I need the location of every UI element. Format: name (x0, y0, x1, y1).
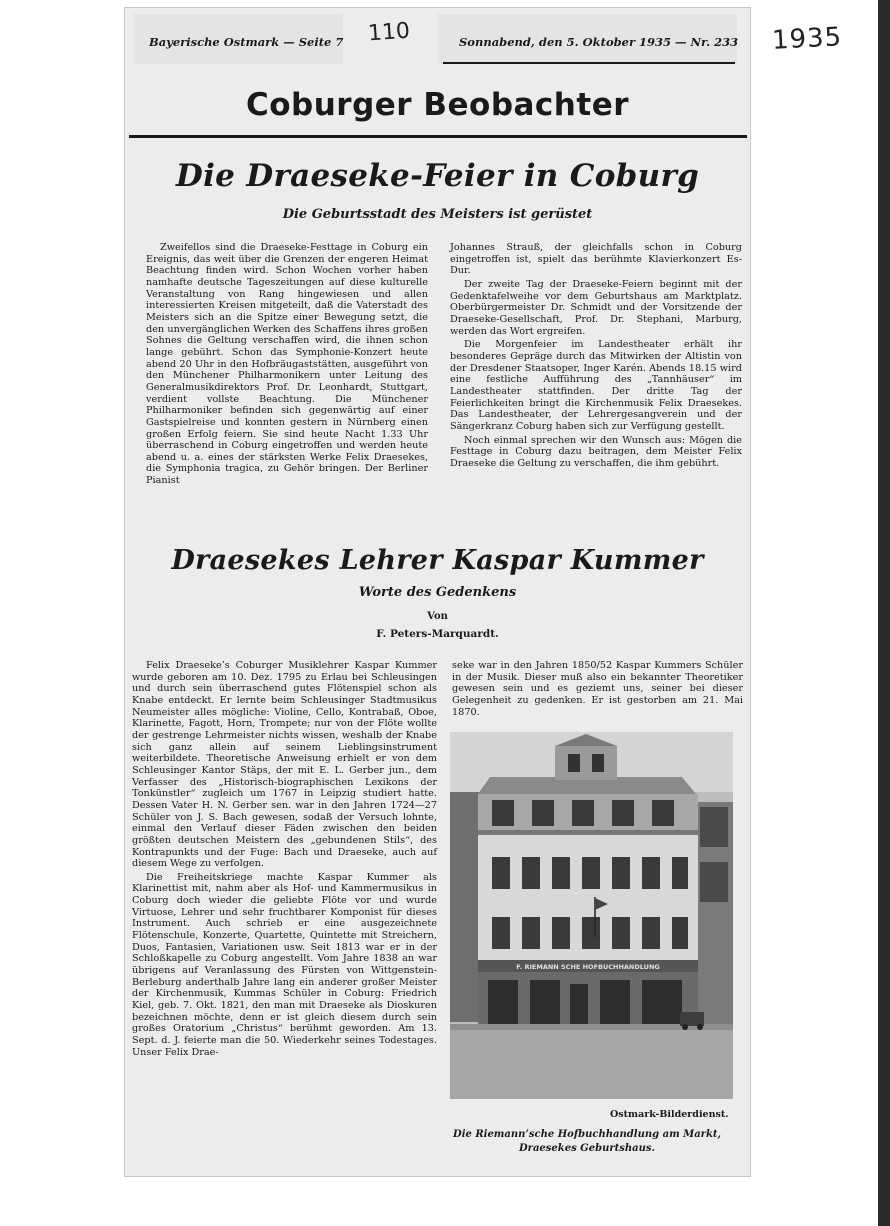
scan-dark-edge (878, 0, 890, 1226)
article1-subheadline: Die Geburtsstadt des Meisters ist gerüstet (282, 207, 593, 222)
paragraph: seke war in den Jahren 1850/52 Kaspar Kummers Schüler in der Musik. Dieser muß also ein bekannter Theoretiker gewesen sein und es geziemt uns, seiner bei dieser Gelegenheit zu gedenken. Er ist gestorben am 21. Mai 1870. (452, 660, 743, 718)
article2-column-1 (132, 660, 437, 1060)
paragraph: Die Freiheitskriege machte Kaspar Kummer als Klarinettist mit, nahm aber als Hof- und Kammermusikus in Coburg doch wieder die geliebte Flöte vor und wurde Virtuose, Lehrer und sehr fruchtbarer Komponist für dieses Instrument. Auch schrieb er eine ausgezeichnete Flötenschule, Konzerte, Quartette, Quintette mit Streichern, Duos, Fantasien, Variationen usw. Seit 1813 war er in der Schloßkapelle zu Coburg angestellt. Vom Jahre 1838 an war übrigens auf Veranlassung des Fürsten von Wittgenstein-Berleburg anderthalb Jahre lang ein anderer großer Meister der Kirchenmusik, Kummas Schüler in Coburg: Friedrich Kiel, geb. 7. Okt. 1821, den man mit Draeseke als Dioskuren bezeichnen möchte, denn er ist gleich diesem durch sein großes Oratorium „Christus“ berühmt geworden. Am 13. Sept. d. J. feierte man die 50. Wiederkehr seines Todestages. Unser Felix Drae- (132, 871, 437, 1058)
photo-caption-line1: Die Riemann’sche Hofbuchhandlung am Markt, (453, 1129, 721, 1140)
paragraph: Die Morgenfeier im Landestheater erhält ihr besonderes Gepräge durch das Mitwirken der Altistin von der Dresdener Staatsoper, Inger Karén. Abends 18.15 wird eine festliche Aufführung des „Tannhäuser“ im Landestheater stattfinden. Der dritte Tag der Feierlichkeiten bringt die Kirchenmusik Felix Draesekes. Das Landestheater, der Lehrergesangverein und der Sängerkranz Coburg haben sich zur Verfügung gestellt. (450, 339, 742, 432)
handwritten-page-number: 110 (367, 18, 411, 47)
photo-credit: Ostmark-Bilderdienst. (610, 1109, 729, 1120)
photo-shop-sign: F. RIEMANN SCHE HOFBUCHHANDLUNG (516, 963, 660, 971)
header-rule (443, 62, 735, 64)
article1-column-1 (146, 242, 428, 489)
article2-column-2 (452, 660, 743, 720)
paragraph: Felix Draeseke’s Coburger Musiklehrer Kaspar Kummer wurde geboren am 10. Dez. 1795 zu Erlau bei Schleusingen und durch sein überraschend gutes Flötenspiel schon als Knabe entdeckt. Er lernte beim Schleusinger Stadtmusikus Neumeister alles mögliche: Violine, Cello, Kontrabaß, Oboe, Klarinette, Fagott, Horn, Trompete; nur von der Flöte wollte der gestrenge Lehrmeister nichts wissen, weshalb der Knabe sich ganz allein auf seinem Lieblingsinstrument weiterbildete. Theoretische Anweisung erhielt er von dem Schleusinger Kantor Stäps, der mit E. L. Gerber jun., dem Verfasser des „Historisch-biographischen Lexikons der Tonkünstler“ zugleich um 1767 in Leipzig studiert hatte. Dessen Vater H. N. Gerber sen. war in den Jahren 1724—27 Schüler von J. S. Bach gewesen, sodaß der Versuch lohnte, einmal den Verlauf dieser Fäden zwischen den beiden größten deutschen Meistern des „gebundenen Stils“, des Kontrapunkts und der Fuge: Bach und Draeseke, auch auf diesem Wege zu verfolgen. (132, 660, 437, 870)
photo-caption-line2: Draesekes Geburtshaus. (519, 1143, 655, 1154)
paragraph: Johannes Strauß, der gleichfalls schon in Coburg eingetroffen ist, spielt das berühmte Klavierkonzert Es-Dur. (450, 242, 742, 277)
section-rule (129, 135, 747, 138)
header-right: Sonnabend, den 5. Oktober 1935 — Nr. 233 (459, 35, 739, 49)
handwritten-year: 1935 (771, 22, 843, 56)
article2-subheadline: Worte des Gedenkens (358, 585, 517, 600)
byline-author: F. Peters-Marquardt. (376, 628, 499, 640)
header-left: Bayerische Ostmark — Seite 7 (149, 35, 344, 49)
article2-headline: Draesekes Lehrer Kaspar Kummer (171, 545, 704, 576)
photo-riemann-bookshop (450, 732, 733, 1099)
article1-headline: Die Draeseke-Feier in Coburg (175, 158, 700, 194)
section-title: Coburger Beobachter (245, 87, 630, 123)
paragraph: Der zweite Tag der Draeseke-Feiern beginnt mit der Gedenktafelweihe vor dem Geburtshaus am Marktplatz. Oberbürgermeister Dr. Schmidt und der Vorsitzende der Draeseke-Gesellschaft, Prof. Dr. Stephani, Marburg, werden das Wort ergreifen. (450, 278, 742, 337)
paragraph: Noch einmal sprechen wir den Wunsch aus: Mögen die Festtage in Coburg dazu beitragen, dem Meister Felix Draeseke die Geltung zu verschaffen, die ihm gebührt. (450, 434, 742, 469)
byline-von: Von (427, 611, 448, 622)
newspaper-clipping (125, 8, 750, 1176)
paragraph: Zweifellos sind die Draeseke-Festtage in Coburg ein Ereignis, das weit über die Grenzen der engeren Heimat Beachtung finden wird. Schon Wochen vorher haben namhafte deutsche Tageszeitungen auf diese kulturelle Veranstaltung von Rang hingewiesen und allen interessierten Kreisen mitgeteilt, daß die Vaterstadt des Meisters sich an die Spitze einer Bewegung setzt, die den unvergänglichen Werken des Schaffens ihres großen Sohnes die Geltung verschaffen wird, die ihnen schon lange gebührt. Schon das Symphonie-Konzert heute abend 20 Uhr in den Hofbräugaststätten, ausgeführt von den Münchener Philharmonikern unter Leitung des Generalmusikdirektors Prof. Dr. Leonhardt, Stuttgart, verdient vollste Beachtung. Die Münchener Philharmoniker befinden sich gegenwärtig auf einer Gastspielreise und konnten gestern in Nürnberg einen großen Erfolg feiern. Sie sind heute Nacht 1.33 Uhr überraschend in Coburg eingetroffen und werden heute abend u. a. eines der stärksten Werke Felix Draesekes, die Symphonia tragica, zu Gehör bringen. Der Berliner Pianist (146, 242, 428, 487)
article1-column-2 (450, 242, 742, 471)
